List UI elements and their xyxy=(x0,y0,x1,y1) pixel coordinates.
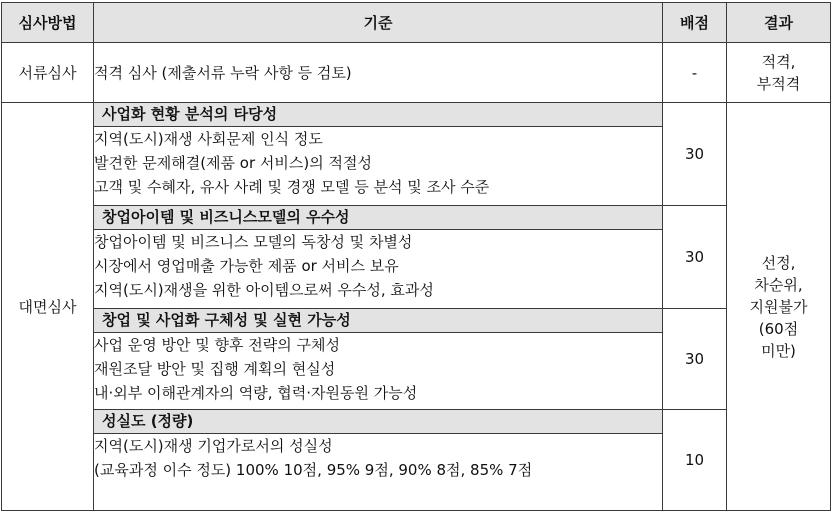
section-title-row xyxy=(2,103,831,127)
section-title: 창업아이템 및 비즈니스모델의 우수성 xyxy=(94,206,663,230)
section-title: 사업화 현황 분석의 타당성 xyxy=(94,103,663,127)
evaluation-table xyxy=(1,2,831,511)
criteria-item: 시장에서 영업매출 가능한 제품 or 서비스 보유 xyxy=(94,257,399,275)
criteria-item: 발견한 문제해결(제품 or 서비스)의 적절성 xyxy=(94,154,372,172)
criteria-item: 내·외부 이해관계자의 역량, 협력·자원동원 가능성 xyxy=(94,384,418,402)
document-review-score: - xyxy=(663,43,727,103)
section-title-row xyxy=(2,206,831,230)
interview-result xyxy=(727,103,831,511)
section-title: 창업 및 사업화 구체성 및 실현 가능성 xyxy=(94,309,663,333)
interview-method: 대면심사 xyxy=(2,103,94,511)
criteria-item: 지역(도시)재생 사회문제 인식 정도 xyxy=(94,130,323,148)
section-score: 30 xyxy=(663,103,727,206)
criteria-item: 창업아이템 및 비즈니스 모델의 독창성 및 차별성 xyxy=(94,233,413,251)
document-review-criteria: 적격 심사 (제출서류 누락 사항 등 검토) xyxy=(94,43,663,103)
header-method: 심사방법 xyxy=(2,3,94,43)
result-line: 선정, xyxy=(761,253,796,272)
document-review-row xyxy=(2,43,831,103)
section-score: 30 xyxy=(663,206,727,309)
result-line: 차순위, xyxy=(754,275,803,294)
section-score: 30 xyxy=(663,309,727,410)
result-line: (60점 xyxy=(758,319,799,338)
section-title-row xyxy=(2,410,831,434)
criteria-item: 사업 운영 방안 및 향후 전략의 구체성 xyxy=(94,336,340,354)
section-title-row xyxy=(2,309,831,333)
result-line: 부적격 xyxy=(756,74,801,93)
section-score: 10 xyxy=(663,410,727,511)
criteria-item: 재원조달 방안 및 집행 계획의 현실성 xyxy=(94,360,336,378)
header-criteria: 기준 xyxy=(94,3,663,43)
document-review-method: 서류심사 xyxy=(2,43,94,103)
section-items xyxy=(94,333,663,410)
criteria-item: 지역(도시)재생 기업가로서의 성실성 xyxy=(94,437,333,455)
criteria-item: 고객 및 수혜자, 유사 사례 및 경쟁 모델 등 분석 및 조사 수준 xyxy=(94,178,490,196)
result-line: 미만) xyxy=(761,341,796,360)
result-line: 적격, xyxy=(761,52,796,71)
section-title: 성실도 (정량) xyxy=(94,410,663,434)
result-line: 지원불가 xyxy=(749,297,808,316)
section-items xyxy=(94,230,663,309)
section-items xyxy=(94,127,663,206)
criteria-item: 지역(도시)재생을 위한 아이템으로써 우수성, 효과성 xyxy=(94,281,434,299)
header-result: 결과 xyxy=(727,3,831,43)
header-score: 배점 xyxy=(663,3,727,43)
document-review-result xyxy=(727,43,831,103)
section-items xyxy=(94,434,663,511)
criteria-item: (교육과정 이수 정도) 100% 10점, 95% 9점, 90% 8점, 85% 7점 xyxy=(94,461,533,479)
table-header-row xyxy=(2,3,831,43)
